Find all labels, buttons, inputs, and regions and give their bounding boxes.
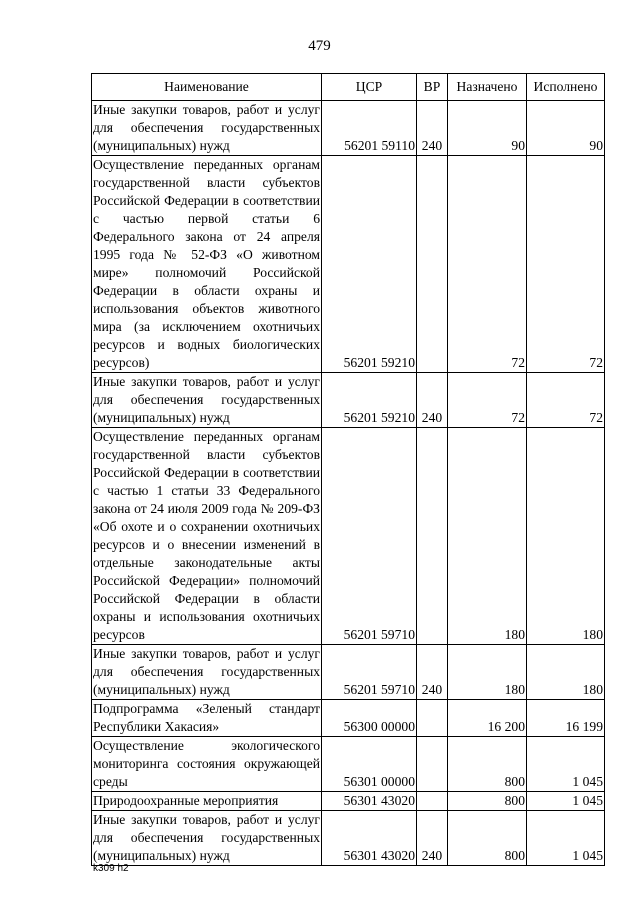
page-number: 479: [308, 38, 331, 54]
row-assigned: 800: [448, 737, 527, 792]
row-vr: 240: [417, 373, 448, 428]
table-row: [92, 737, 605, 792]
row-executed: 72: [527, 156, 605, 373]
table-row: [92, 156, 605, 373]
row-assigned: 800: [448, 811, 527, 866]
row-assigned: 800: [448, 792, 527, 811]
row-vr: [417, 792, 448, 811]
row-vr: 240: [417, 811, 448, 866]
table-row: [92, 700, 605, 737]
table-row: [92, 101, 605, 156]
row-csr: 56301 43020: [322, 811, 417, 866]
row-assigned: 180: [448, 645, 527, 700]
table-row: [92, 373, 605, 428]
header-assigned: Назначено: [448, 74, 527, 101]
row-csr: 56201 59110: [322, 101, 417, 156]
row-name: Подпрограмма «Зеленый стандарт Республики Хакасия»: [92, 700, 322, 737]
row-vr: [417, 700, 448, 737]
row-executed: 1 045: [527, 737, 605, 792]
table-row: [92, 792, 605, 811]
row-csr: 56301 43020: [322, 792, 417, 811]
row-name: Природоохранные мероприятия: [92, 792, 322, 811]
row-executed: 16 199: [527, 700, 605, 737]
row-assigned: 180: [448, 428, 527, 645]
row-vr: 240: [417, 645, 448, 700]
table-row: [92, 811, 605, 866]
table-row: [92, 645, 605, 700]
row-csr: 56201 59710: [322, 428, 417, 645]
row-csr: 56201 59210: [322, 156, 417, 373]
header-vr: ВР: [417, 74, 448, 101]
row-assigned: 90: [448, 101, 527, 156]
row-name: Осуществление переданных органам государственной власти субъектов Российской Федерации в соответствии с частью первой статьи 6 Федерального закона от 24 апреля 1995 года № 52-ФЗ «О животном мире» полномочий Российской Федерации в области охраны и использования объектов животного мира (за исключением охотничьих ресурсов и водных биологических ресурсов): [92, 156, 322, 373]
table-header-row: [92, 74, 605, 101]
budget-table: [91, 73, 605, 866]
header-csr: ЦСР: [322, 74, 417, 101]
row-name: Иные закупки товаров, работ и услуг для обеспечения государственных (муниципальных) нужд: [92, 645, 322, 700]
row-executed: 1 045: [527, 811, 605, 866]
row-vr: [417, 737, 448, 792]
row-vr: 240: [417, 101, 448, 156]
row-name: Иные закупки товаров, работ и услуг для обеспечения государственных (муниципальных) нужд: [92, 101, 322, 156]
header-executed: Исполнено: [527, 74, 605, 101]
row-assigned: 72: [448, 156, 527, 373]
row-executed: 1 045: [527, 792, 605, 811]
footer-code: k309 h2: [93, 863, 129, 874]
row-executed: 180: [527, 428, 605, 645]
row-assigned: 72: [448, 373, 527, 428]
row-assigned: 16 200: [448, 700, 527, 737]
row-csr: 56300 00000: [322, 700, 417, 737]
row-name: Осуществление экологического мониторинга состояния окружающей среды: [92, 737, 322, 792]
row-executed: 180: [527, 645, 605, 700]
row-csr: 56201 59210: [322, 373, 417, 428]
row-vr: [417, 428, 448, 645]
row-csr: 56201 59710: [322, 645, 417, 700]
table-row: [92, 428, 605, 645]
row-csr: 56301 00000: [322, 737, 417, 792]
row-executed: 72: [527, 373, 605, 428]
row-name: Иные закупки товаров, работ и услуг для обеспечения государственных (муниципальных) нужд: [92, 373, 322, 428]
row-name: Иные закупки товаров, работ и услуг для обеспечения государственных (муниципальных) нужд: [92, 811, 322, 866]
header-name: Наименование: [92, 74, 322, 101]
row-executed: 90: [527, 101, 605, 156]
row-vr: [417, 156, 448, 373]
row-name: Осуществление переданных органам государственной власти субъектов Российской Федерации в соответствии с частью 1 статьи 33 Федерального закона от 24 июля 2009 года № 209-ФЗ «Об охоте и о сохранении охотничьих ресурсов и о внесении изменений в отдельные законодательные акты Российской Федерации» полномочий Российской Федерации в области охраны и использования охотничьих ресурсов: [92, 428, 322, 645]
